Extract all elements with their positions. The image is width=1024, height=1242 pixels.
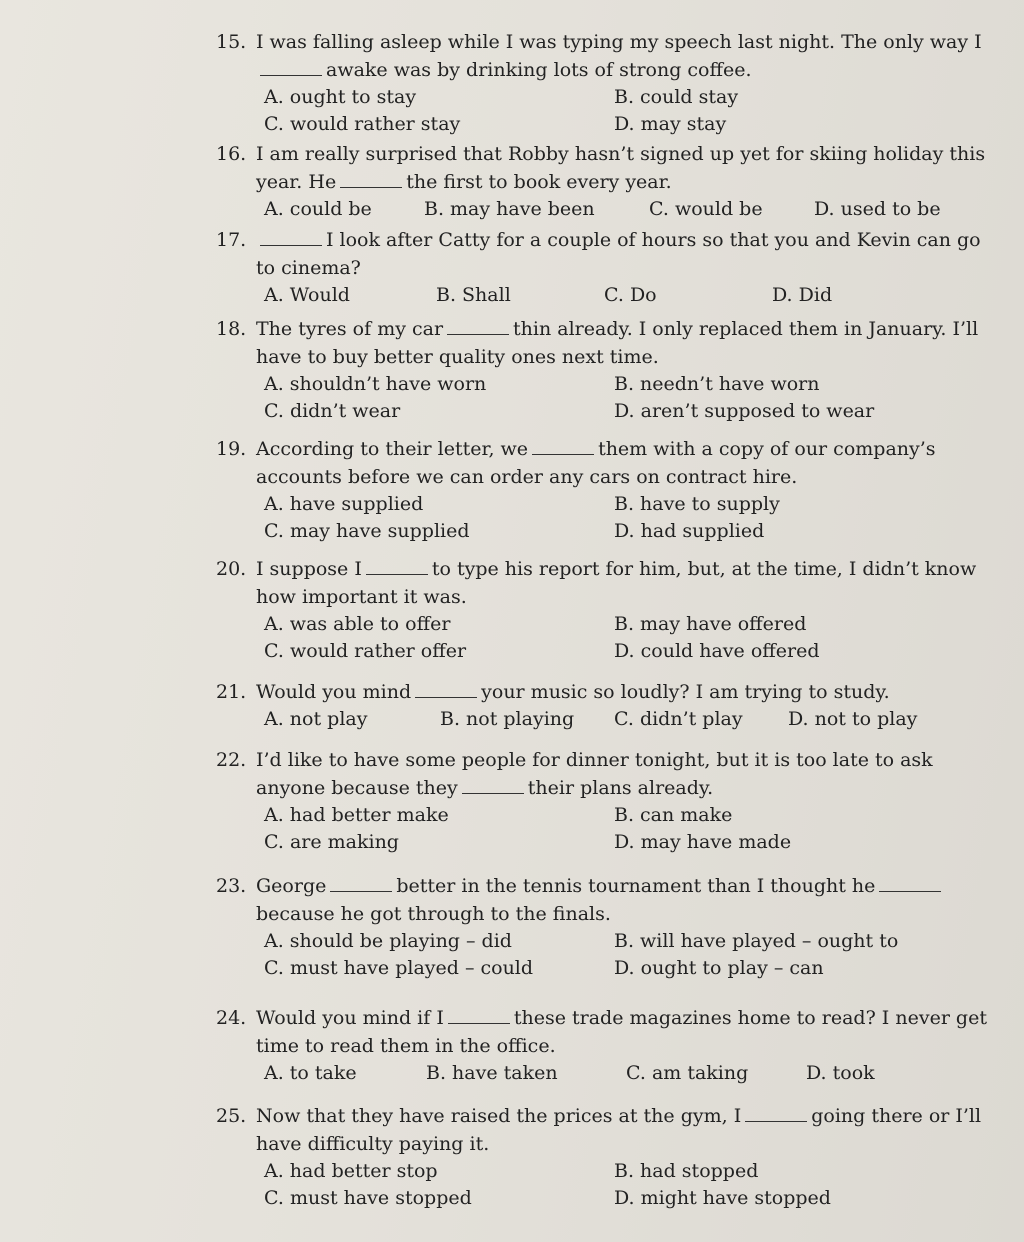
stem-part-2: to type his report for him, but, at the time, I didn’t know how important it was. <box>256 558 977 608</box>
stem-part-2: these trade magazines home to read? I never get time to read them in the office. <box>256 1007 987 1057</box>
stem-part-1: Would you mind if I <box>256 1007 444 1029</box>
answer-blank-2[interactable] <box>879 873 941 892</box>
option-a[interactable]: A. have supplied <box>264 493 424 515</box>
stem-part-1: I’d like to have some people for dinner tonight, but it is too late to ask anyone because they <box>256 749 933 799</box>
question-16 <box>216 140 996 223</box>
options <box>264 928 996 982</box>
option-a[interactable]: A. had better stop <box>264 1160 438 1182</box>
stem-part-2: your music so loudly? I am trying to study. <box>481 681 890 703</box>
stem-part-2: them with a copy of our company’s accounts before we can order any cars on contract hire. <box>256 438 936 488</box>
options <box>264 196 996 223</box>
options <box>264 1158 996 1212</box>
question-18 <box>216 315 996 425</box>
stem-part-2: thin already. I only replaced them in January. I’ll have to buy better quality ones next time. <box>256 318 979 368</box>
stem-part-1: I was falling asleep while I was typing my speech last night. The only way I <box>256 31 982 53</box>
option-d[interactable]: D. aren’t supposed to wear <box>614 400 875 422</box>
option-b[interactable]: B. Shall <box>436 284 511 306</box>
option-d[interactable]: D. may stay <box>614 113 727 135</box>
option-b[interactable]: B. will have played – ought to <box>614 930 899 952</box>
option-d[interactable]: D. ought to play – can <box>614 957 824 979</box>
option-a[interactable]: A. had better make <box>264 804 449 826</box>
option-a[interactable]: A. shouldn’t have worn <box>264 373 487 395</box>
answer-blank[interactable] <box>462 775 524 794</box>
stem-part-1: The tyres of my car <box>256 318 444 340</box>
question-stem <box>216 226 996 282</box>
option-b[interactable]: B. had stopped <box>614 1160 759 1182</box>
question-number: 24. <box>216 1007 247 1029</box>
stem-part-2: going there or I’ll have difficulty paying it. <box>256 1105 982 1155</box>
question-stem <box>216 315 996 371</box>
question-15 <box>216 28 996 138</box>
question-stem <box>216 678 996 706</box>
options <box>264 491 996 545</box>
question-stem <box>216 140 996 196</box>
answer-blank[interactable] <box>260 227 322 246</box>
option-d[interactable]: D. might have stopped <box>614 1187 831 1209</box>
options <box>264 802 996 856</box>
option-b[interactable]: B. have to supply <box>614 493 780 515</box>
answer-blank-1[interactable] <box>330 873 392 892</box>
option-d[interactable]: D. took <box>806 1062 875 1084</box>
question-19 <box>216 435 996 545</box>
stem-part-1: George <box>256 875 327 897</box>
question-stem <box>216 435 996 491</box>
answer-blank[interactable] <box>366 556 428 575</box>
option-c[interactable]: C. would rather offer <box>264 640 467 662</box>
option-c[interactable]: C. would be <box>649 198 763 220</box>
question-stem <box>216 28 996 84</box>
question-number: 21. <box>216 681 247 703</box>
option-a[interactable]: A. to take <box>264 1062 357 1084</box>
question-number: 22. <box>216 749 247 771</box>
question-stem <box>216 872 996 928</box>
option-d[interactable]: D. may have made <box>614 831 792 853</box>
question-23 <box>216 872 996 982</box>
question-number: 17. <box>216 229 247 251</box>
question-number: 19. <box>216 438 247 460</box>
stem-part-1: I am really surprised that Robby hasn’t signed up yet for skiing holiday this year. He <box>256 143 986 193</box>
question-24 <box>216 1004 996 1087</box>
option-c[interactable]: C. didn’t play <box>614 708 743 730</box>
stem-part-1: I suppose I <box>256 558 362 580</box>
option-b[interactable]: B. can make <box>614 804 733 826</box>
option-c[interactable]: C. may have supplied <box>264 520 470 542</box>
question-21 <box>216 678 996 733</box>
question-number: 20. <box>216 558 247 580</box>
options <box>264 1060 996 1087</box>
option-d[interactable]: D. used to be <box>814 198 941 220</box>
question-number: 23. <box>216 875 247 897</box>
option-c[interactable]: C. didn’t wear <box>264 400 401 422</box>
option-a[interactable]: A. should be playing – did <box>264 930 512 952</box>
answer-blank[interactable] <box>745 1103 807 1122</box>
question-stem <box>216 555 996 611</box>
stem-part-2: their plans already. <box>527 777 714 799</box>
stem-part-3: because he got through to the finals. <box>256 903 611 925</box>
question-stem <box>216 746 996 802</box>
stem-part-2: better in the tennis tournament than I thought he <box>396 875 876 897</box>
question-number: 16. <box>216 143 247 165</box>
option-d[interactable]: D. Did <box>772 284 833 306</box>
question-22 <box>216 746 996 856</box>
option-b[interactable]: B. may have offered <box>614 613 807 635</box>
options <box>264 84 996 138</box>
options <box>264 706 996 733</box>
answer-blank[interactable] <box>448 1005 510 1024</box>
option-a[interactable]: A. not play <box>264 708 368 730</box>
option-b[interactable]: B. have taken <box>426 1062 558 1084</box>
option-a[interactable]: A. Would <box>264 284 350 306</box>
question-number: 15. <box>216 31 247 53</box>
option-b[interactable]: B. could stay <box>614 86 739 108</box>
stem-part-2: awake was by drinking lots of strong coffee. <box>326 59 752 81</box>
question-stem <box>216 1004 996 1060</box>
option-a[interactable]: A. could be <box>264 198 372 220</box>
answer-blank[interactable] <box>415 679 477 698</box>
option-b[interactable]: B. needn’t have worn <box>614 373 820 395</box>
option-c[interactable]: C. Do <box>604 284 657 306</box>
question-20 <box>216 555 996 665</box>
option-b[interactable]: B. may have been <box>424 198 595 220</box>
answer-blank[interactable] <box>447 316 509 335</box>
option-d[interactable]: D. not to play <box>788 708 918 730</box>
question-17 <box>216 226 996 309</box>
question-number: 18. <box>216 318 247 340</box>
question-25 <box>216 1102 996 1212</box>
options <box>264 282 996 309</box>
option-c[interactable]: C. must have stopped <box>264 1187 472 1209</box>
option-b[interactable]: B. not playing <box>440 708 575 730</box>
answer-blank[interactable] <box>260 57 322 76</box>
question-number: 25. <box>216 1105 247 1127</box>
option-c[interactable]: C. would rather stay <box>264 113 461 135</box>
stem-part-1: According to their letter, we <box>256 438 529 460</box>
option-d[interactable]: D. could have offered <box>614 640 820 662</box>
option-c[interactable]: C. am taking <box>626 1062 749 1084</box>
option-a[interactable]: A. was able to offer <box>264 613 451 635</box>
answer-blank[interactable] <box>532 436 594 455</box>
option-d[interactable]: D. had supplied <box>614 520 765 542</box>
options <box>264 371 996 425</box>
answer-blank[interactable] <box>340 169 402 188</box>
stem-part-1: Now that they have raised the prices at the gym, I <box>256 1105 742 1127</box>
option-c[interactable]: C. are making <box>264 831 399 853</box>
option-a[interactable]: A. ought to stay <box>264 86 417 108</box>
question-stem <box>216 1102 996 1158</box>
stem-part-2: I look after Catty for a couple of hours so that you and Kevin can go to cinema? <box>256 229 981 279</box>
option-c[interactable]: C. must have played – could <box>264 957 534 979</box>
options <box>264 611 996 665</box>
stem-part-2: the first to book every year. <box>406 171 672 193</box>
stem-part-1: Would you mind <box>256 681 412 703</box>
